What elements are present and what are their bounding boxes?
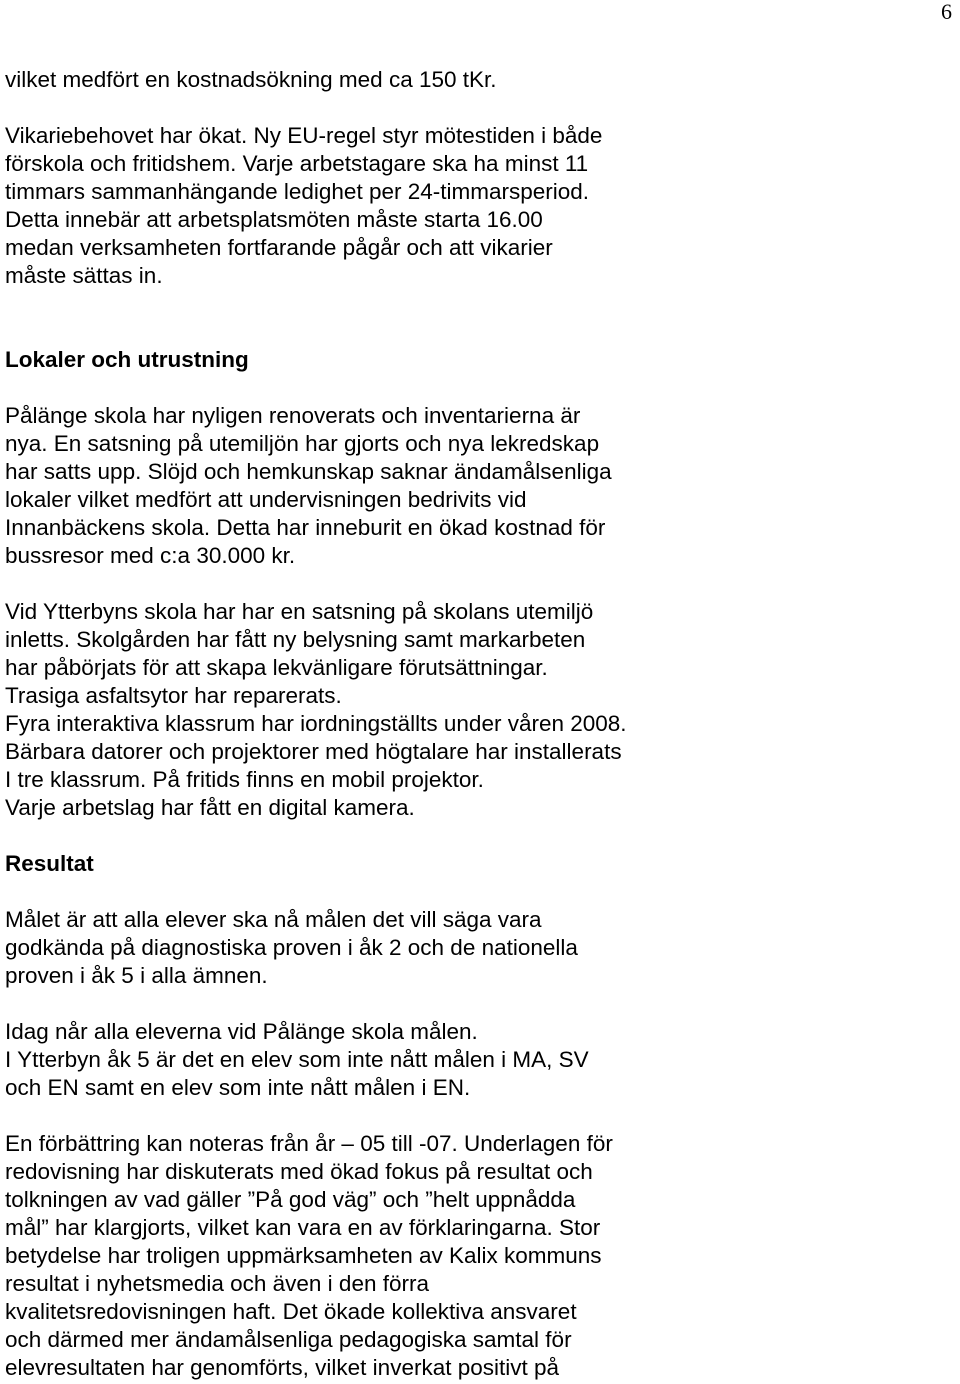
paragraph-cost <box>5 66 955 94</box>
text-line: har satts upp. Slöjd och hemkunskap saknar ändamålsenliga <box>5 459 612 484</box>
section-heading-lokaler: Lokaler och utrustning <box>5 347 249 372</box>
text-line: kvalitetsredovisningen haft. Det ökade kollektiva ansvaret <box>5 1299 577 1324</box>
paragraph-substitutes <box>5 122 955 290</box>
text-line: mål” har klargjorts, vilket kan vara en av förklaringarna. Stor <box>5 1215 601 1240</box>
text-line: Bärbara datorer och projektorer med högtalare har installerats <box>5 739 622 764</box>
text-line: har påbörjats för att skapa lekvänligare förutsättningar. <box>5 655 548 680</box>
text-line: Fyra interaktiva klassrum har iordningställts under våren 2008. <box>5 711 627 736</box>
paragraph-palange <box>5 402 955 570</box>
text-line: Trasiga asfaltsytor har reparerats. <box>5 683 342 708</box>
text-line: bussresor med c:a 30.000 kr. <box>5 543 296 568</box>
text-line: inletts. Skolgården har fått ny belysning samt markarbeten <box>5 627 586 652</box>
text-line: Idag når alla eleverna vid Pålänge skola målen. <box>5 1019 478 1044</box>
text-line: måste sättas in. <box>5 263 163 288</box>
paragraph-improvement <box>5 1130 955 1382</box>
text-line: resultat i nyhetsmedia och även i den förra <box>5 1271 429 1296</box>
text-line: timmars sammanhängande ledighet per 24-timmarsperiod. <box>5 179 590 204</box>
text-line: och EN samt en elev som inte nått målen i EN. <box>5 1075 471 1100</box>
text-line: Målet är att alla elever ska nå målen det vill säga vara <box>5 907 542 932</box>
text-line: I tre klassrum. På fritids finns en mobil projektor. <box>5 767 484 792</box>
text-line: betydelse har troligen uppmärksamheten av Kalix kommuns <box>5 1243 602 1268</box>
paragraph-today <box>5 1018 955 1102</box>
text-line: nya. En satsning på utemiljön har gjorts och nya lekredskap <box>5 431 600 456</box>
section-heading-resultat: Resultat <box>5 851 94 876</box>
text-line: Varje arbetslag har fått en digital kamera. <box>5 795 415 820</box>
text-line: elevresultaten har genomförts, vilket inverkat positivt på <box>5 1355 560 1380</box>
text-line: Detta innebär att arbetsplatsmöten måste starta 16.00 <box>5 207 543 232</box>
paragraph-ytterbyn <box>5 598 955 822</box>
text-line: Pålänge skola har nyligen renoverats och inventarierna är <box>5 403 581 428</box>
text-line: Vid Ytterbyns skola har har en satsning på skolans utemiljö <box>5 599 594 624</box>
text-line: I Ytterbyn åk 5 är det en elev som inte nått målen i MA, SV <box>5 1047 589 1072</box>
text-line: godkända på diagnostiska proven i åk 2 och de nationella <box>5 935 578 960</box>
document-body <box>5 66 955 1382</box>
text-line: och därmed mer ändamålsenliga pedagogiska samtal för <box>5 1327 572 1352</box>
text-line: Vikariebehovet har ökat. Ny EU-regel styr mötestiden i både <box>5 123 603 148</box>
text-line: En förbättring kan noteras från år – 05 till -07. Underlagen för <box>5 1131 613 1156</box>
text-line: vilket medfört en kostnadsökning med ca 150 tKr. <box>5 67 497 92</box>
text-line: medan verksamheten fortfarande pågår och att vikarier <box>5 235 553 260</box>
text-line: proven i åk 5 i alla ämnen. <box>5 963 268 988</box>
text-line: förskola och fritidshem. Varje arbetstagare ska ha minst 11 <box>5 151 589 176</box>
page-number: 6 <box>941 0 952 24</box>
text-line: Innanbäckens skola. Detta har inneburit en ökad kostnad för <box>5 515 606 540</box>
text-line: lokaler vilket medfört att undervisningen bedrivits vid <box>5 487 527 512</box>
text-line: redovisning har diskuterats med ökad fokus på resultat och <box>5 1159 593 1184</box>
paragraph-goal <box>5 906 955 990</box>
text-line: tolkningen av vad gäller ”På god väg” och ”helt uppnådda <box>5 1187 576 1212</box>
